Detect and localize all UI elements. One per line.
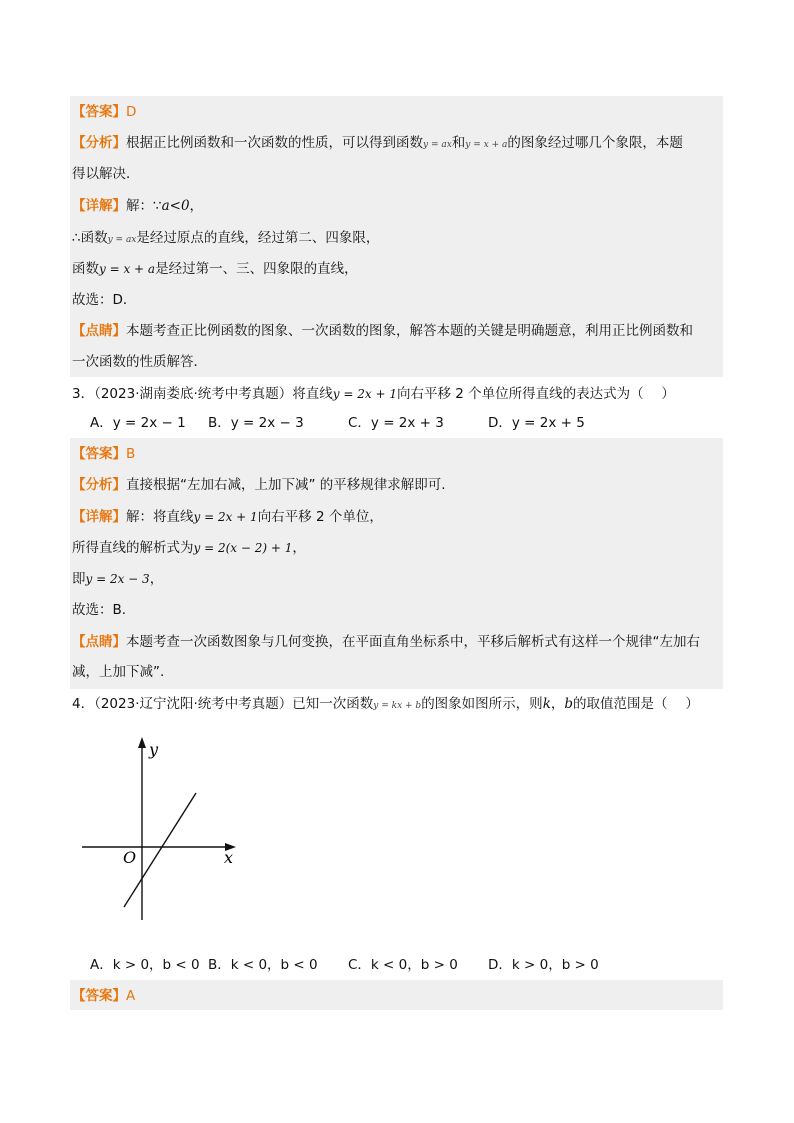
function-graph	[78, 735, 248, 925]
detail-text: 是经过第一、三、四象限的直线，	[155, 261, 358, 277]
detail-line-2	[72, 538, 306, 558]
analysis-line-2	[72, 164, 140, 184]
formula: y = 2(x − 2) + 1	[193, 541, 293, 555]
question-text: 向右平移 2 个单位所得直线的表达式为（ ）	[396, 386, 675, 402]
analysis-tag: 【分析】	[72, 477, 126, 493]
formula: y = x + a	[99, 262, 156, 276]
detail-tag: 【详解】	[72, 198, 126, 214]
option-a[interactable]: A．k > 0，b < 0	[90, 957, 200, 973]
question-4	[72, 694, 699, 716]
analysis-text: 和	[451, 135, 466, 151]
question-text: ，	[550, 696, 565, 712]
analysis-text: 得以解决．	[72, 166, 140, 182]
answer-tag: 【答案】	[72, 988, 126, 1004]
answer-value: B	[126, 446, 136, 462]
formula: k	[542, 696, 551, 712]
question-3-options	[90, 413, 585, 433]
detail-text: 是经过原点的直线，经过第二、四象限，	[136, 230, 380, 246]
detail-text: 解：∵	[126, 198, 162, 214]
detail-line-3	[72, 259, 358, 279]
detail-text: 即	[72, 571, 86, 587]
formula: y = 2x − 3	[85, 572, 150, 586]
formula: b	[564, 696, 574, 712]
comment-tag: 【点睛】	[72, 323, 126, 339]
answer-line	[72, 986, 135, 1006]
analysis-line	[72, 475, 446, 495]
analysis-line	[72, 133, 683, 155]
comment-text: 一次函数的性质解答．	[72, 354, 207, 370]
answer-line	[72, 102, 136, 122]
detail-line-3	[72, 569, 163, 589]
comment-text: 本题考查正比例函数的图象、一次函数的图象，解答本题的关键是明确题意，利用正比例函数和	[126, 323, 693, 339]
comment-line	[72, 321, 693, 341]
analysis-text: 根据正比例函数和一次函数的性质，可以得到函数	[126, 135, 423, 151]
question-text: 的取值范围是（ ）	[573, 696, 699, 712]
answer-value: D	[126, 104, 137, 120]
comment-text: 减，上加下减”.	[72, 664, 165, 680]
detail-text: 所得直线的解析式为	[72, 540, 194, 556]
analysis-text: 直接根据“左加右减，上加下减” 的平移规律求解即可.	[126, 477, 446, 493]
question-text: 4．（2023·辽宁沈阳·统考中考真题）已知一次函数	[72, 696, 374, 712]
detail-text: ，	[189, 198, 204, 214]
formula: y = kx + b	[373, 701, 422, 711]
option-d[interactable]: D．y = 2x + 5	[488, 415, 585, 431]
analysis-tag: 【分析】	[72, 135, 126, 151]
question-4-options	[90, 955, 599, 975]
detail-line	[72, 507, 383, 527]
answer-line	[72, 444, 135, 464]
y-axis-label: y	[149, 740, 159, 759]
detail-text: ，	[149, 571, 164, 587]
option-b[interactable]: B．k < 0，b < 0	[208, 957, 318, 973]
comment-line-2	[72, 352, 207, 372]
option-d[interactable]: D．k > 0，b > 0	[488, 957, 599, 973]
detail-text: ，	[292, 540, 306, 556]
detail-line-2	[72, 228, 379, 250]
formula: y = x + a	[465, 140, 508, 150]
question-text: 3．（2023·湖南娄底·统考中考真题）将直线	[72, 386, 333, 402]
option-b[interactable]: B．y = 2x − 3	[208, 415, 304, 431]
choose-line	[72, 290, 136, 310]
origin-label: O	[123, 848, 137, 867]
formula: y = ax	[423, 140, 452, 150]
solution-block-4	[70, 980, 723, 1010]
analysis-text: 的图象经过哪几个象限，本题	[507, 135, 683, 151]
detail-text: 向右平移 2 个单位，	[257, 509, 383, 525]
formula: y = ax	[107, 235, 137, 245]
detail-tag: 【详解】	[72, 509, 126, 525]
formula: a<0	[161, 198, 190, 214]
question-text: 的图象如图所示，则	[421, 696, 543, 712]
choose-text: 故选：B.	[72, 602, 127, 618]
x-axis-label: x	[224, 848, 234, 867]
detail-text: 函数	[72, 261, 99, 277]
choose-text: 故选：D．	[72, 292, 137, 308]
detail-line	[72, 196, 203, 216]
option-a[interactable]: A．y = 2x − 1	[90, 415, 186, 431]
question-3	[72, 384, 675, 404]
comment-text: 本题考查一次函数图象与几何变换，在平面直角坐标系中，平移后解析式有这样一个规律“左加右	[126, 634, 700, 650]
detail-text: 解：将直线	[126, 509, 194, 525]
comment-line-2	[72, 662, 164, 682]
option-c[interactable]: C．y = 2x + 3	[348, 415, 444, 431]
comment-tag: 【点睛】	[72, 634, 126, 650]
formula: y = 2x + 1	[193, 510, 258, 524]
choose-line	[72, 600, 126, 620]
formula: y = 2x + 1	[332, 387, 397, 401]
answer-value: A	[126, 988, 136, 1004]
y-axis-arrow	[138, 737, 146, 748]
answer-tag: 【答案】	[72, 446, 126, 462]
answer-tag: 【答案】	[72, 104, 126, 120]
detail-text: ∴函数	[72, 230, 108, 246]
option-c[interactable]: C．k < 0，b > 0	[348, 957, 458, 973]
comment-line	[72, 632, 700, 652]
